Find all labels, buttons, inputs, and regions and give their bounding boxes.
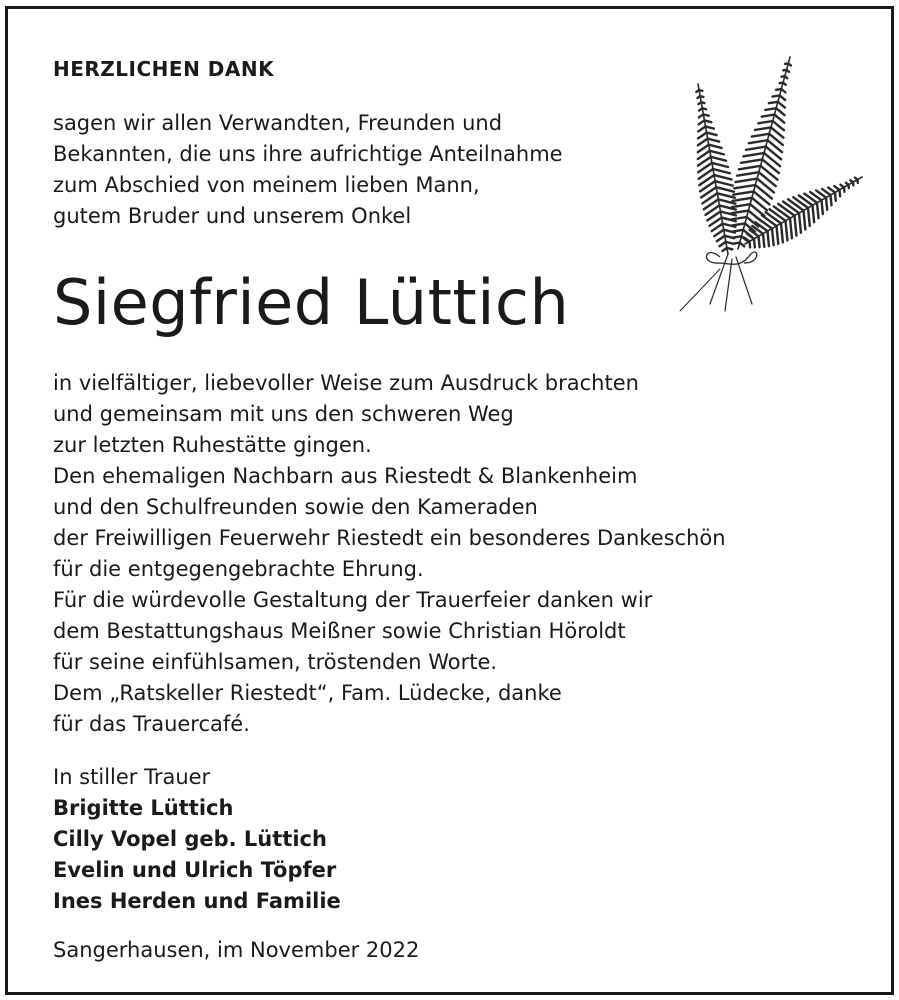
obituary-card: [5, 6, 894, 995]
signer-name: Ines Herden und Familie: [53, 889, 341, 913]
intro-line: Bekannten, die uns ihre aufrichtige Anteilnahme: [53, 142, 563, 166]
notice-heading: HERZLICHEN DANK: [53, 57, 275, 81]
body-line: und gemeinsam mit uns den schweren Weg: [53, 402, 514, 426]
intro-line: zum Abschied von meinem lieben Mann,: [53, 173, 480, 197]
body-line: dem Bestattungshaus Meißner sowie Christian Höroldt: [53, 619, 626, 643]
body-line: zur letzten Ruhestätte gingen.: [53, 433, 372, 457]
body-line: für das Trauercafé.: [53, 712, 250, 736]
body-line: in vielfältiger, liebevoller Weise zum Ausdruck brachten: [53, 371, 639, 395]
body-line: Den ehemaligen Nachbarn aus Riestedt & Blankenheim: [53, 464, 638, 488]
body-line: Dem „Ratskeller Riestedt“, Fam. Lüdecke, danke: [53, 681, 562, 705]
intro-line: sagen wir allen Verwandten, Freunden und: [53, 111, 503, 135]
signer-name: Evelin und Ulrich Töpfer: [53, 858, 337, 882]
signer-name: Brigitte Lüttich: [53, 796, 234, 820]
intro-text: [53, 108, 663, 232]
body-line: Für die würdevolle Gestaltung der Trauerfeier danken wir: [53, 588, 653, 612]
signature-lead: In stiller Trauer: [53, 765, 211, 789]
fern-bouquet-icon: [670, 49, 870, 319]
body-line: für seine einfühlsamen, tröstenden Worte.: [53, 650, 498, 674]
signers-list: [53, 793, 341, 917]
body-line: und den Schulfreunden sowie den Kameraden: [53, 495, 538, 519]
intro-line: gutem Bruder und unserem Onkel: [53, 204, 412, 228]
deceased-name: Siegfried Lüttich: [53, 266, 570, 339]
place-date: Sangerhausen, im November 2022: [53, 938, 420, 962]
body-line: für die entgegengebrachte Ehrung.: [53, 557, 424, 581]
body-text: [53, 368, 853, 740]
body-line: der Freiwilligen Feuerwehr Riestedt ein besonderes Dankeschön: [53, 526, 726, 550]
signer-name: Cilly Vopel geb. Lüttich: [53, 827, 327, 851]
